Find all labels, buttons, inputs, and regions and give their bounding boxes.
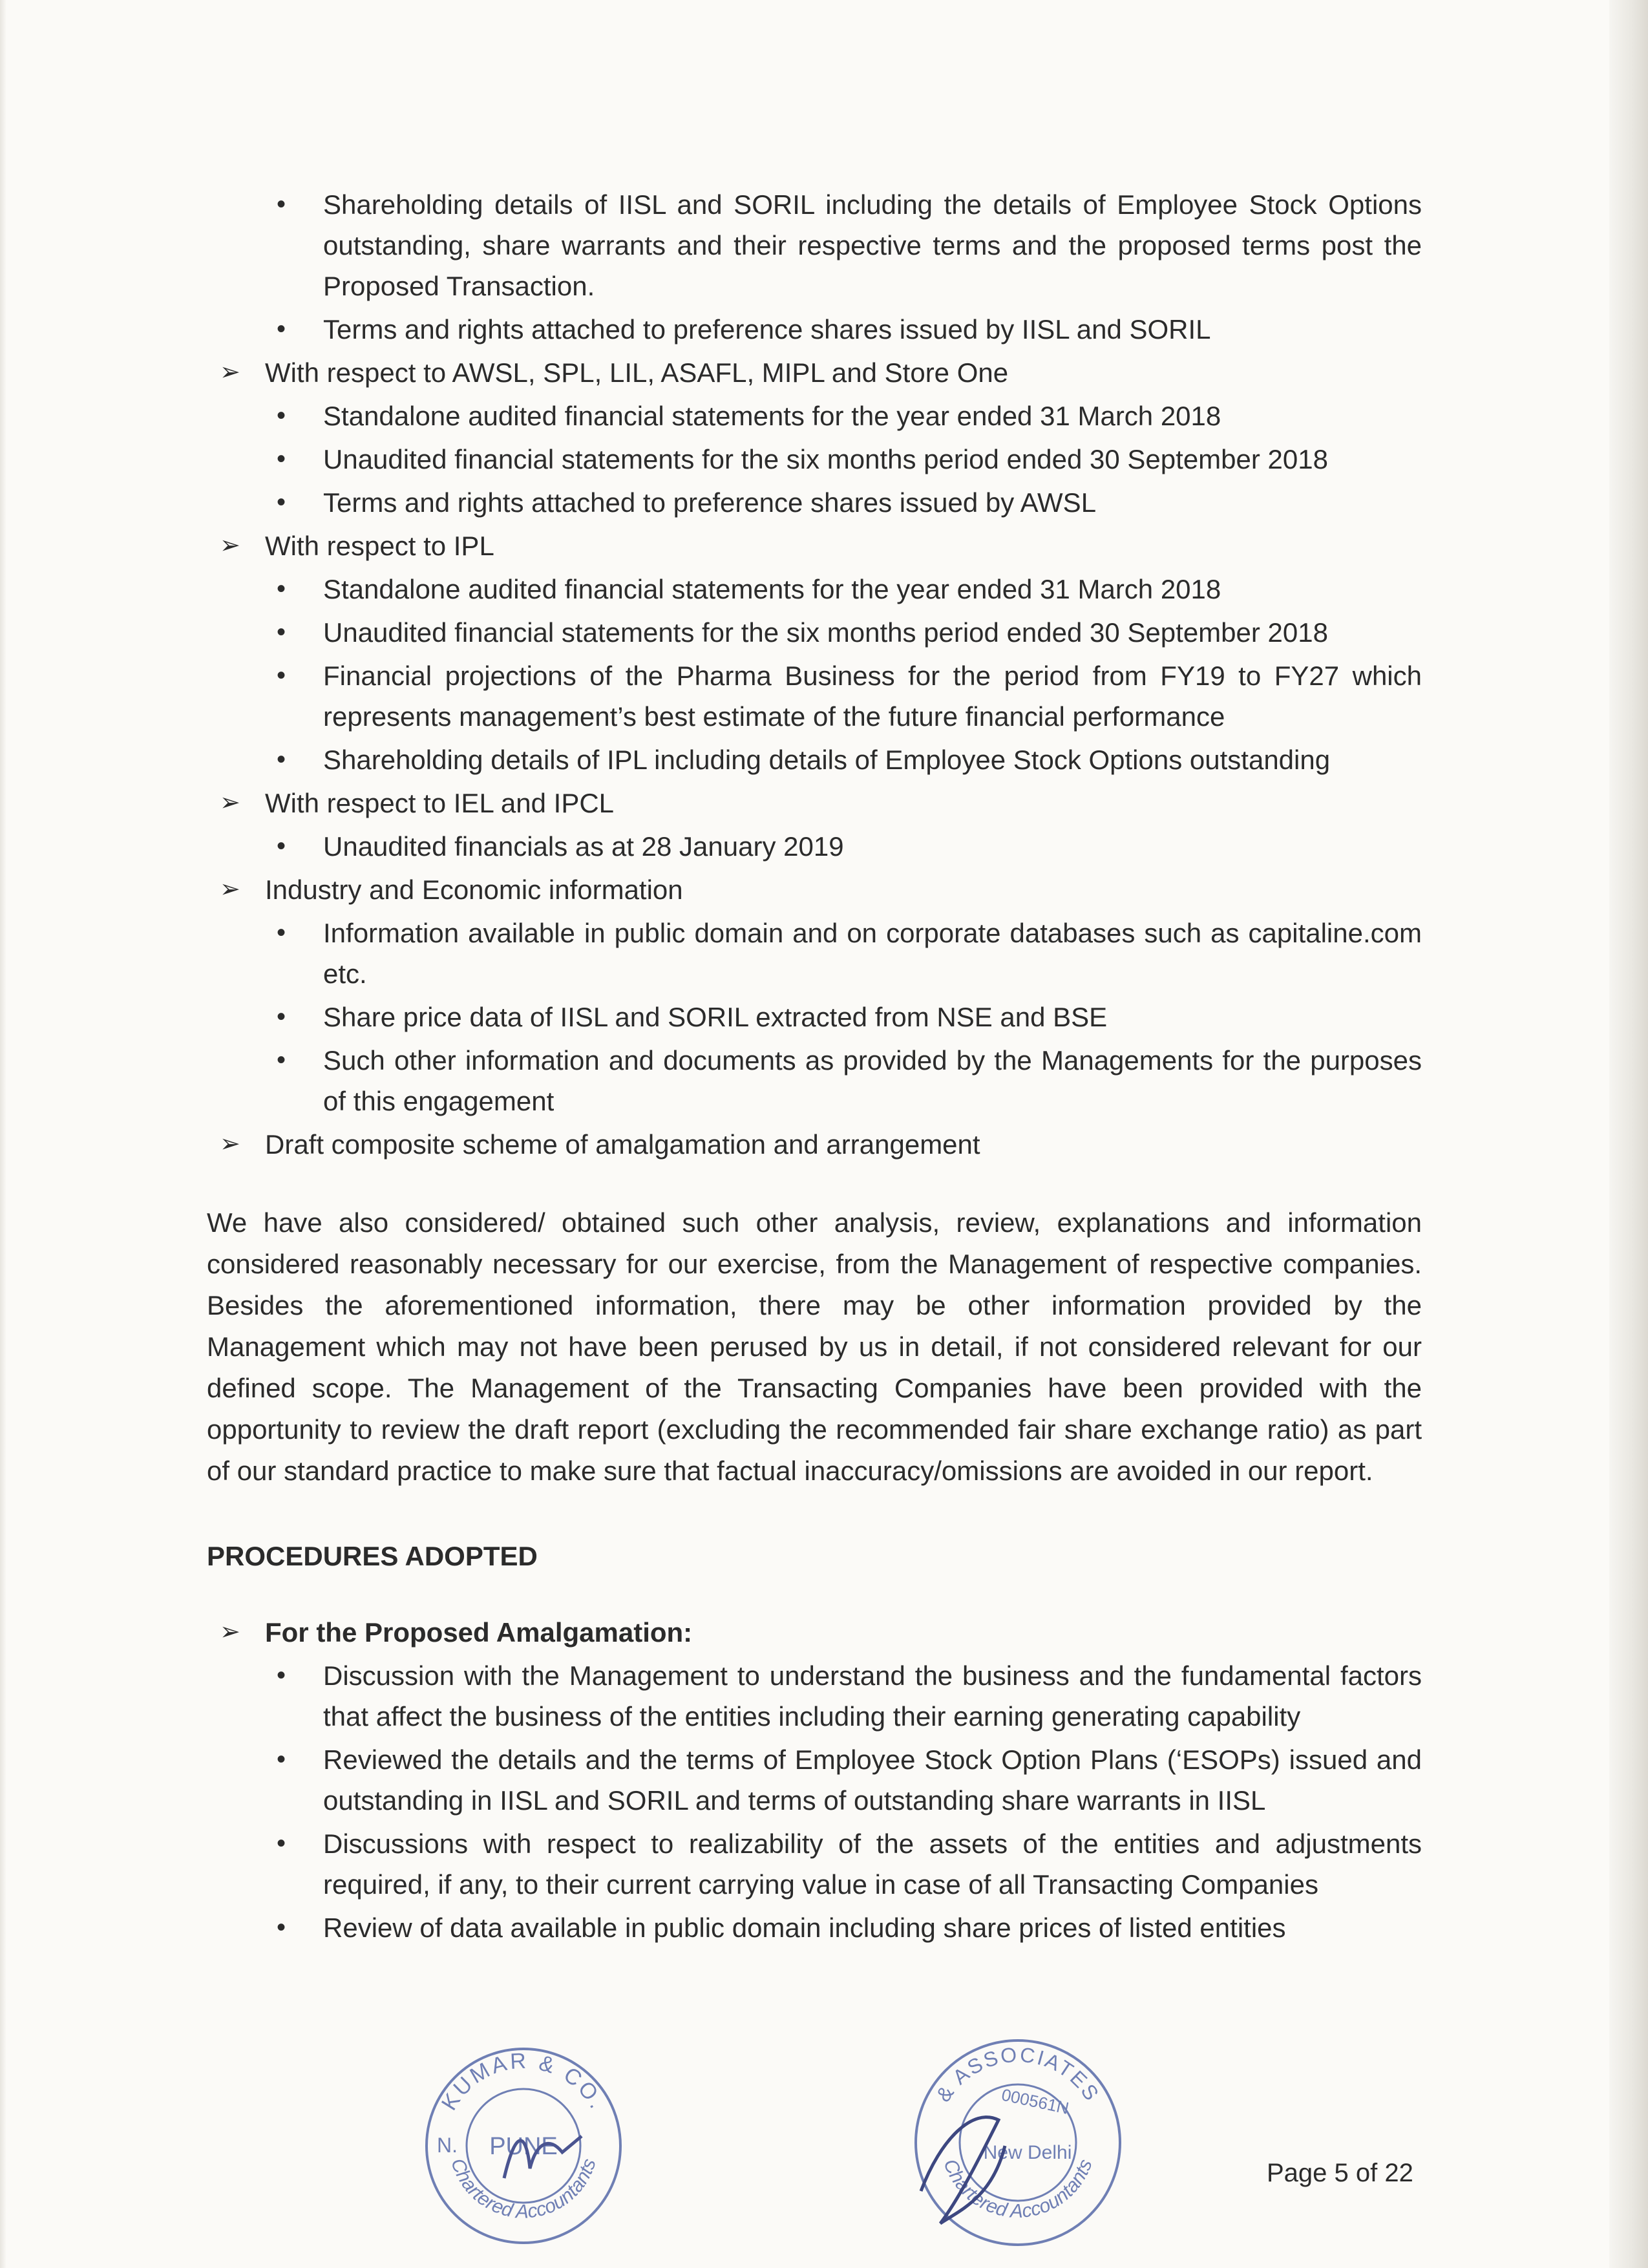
svg-text:KUMAR & CO. xyxy=(437,2048,611,2114)
svg-text:Chartered Accountants xyxy=(447,2156,600,2222)
list-item-text: Unaudited financials as at 28 January 2019 xyxy=(323,831,844,862)
seal-right-top-text: & ASSOCIATES xyxy=(931,2042,1104,2106)
seal-right-reg-text: 000561N xyxy=(1000,2084,1071,2118)
list-item xyxy=(207,1739,1422,1821)
arrow-bullet-icon: ➢ xyxy=(220,876,240,903)
group-label xyxy=(207,1612,1422,1653)
seal-right-center-text: New Delhi xyxy=(983,2142,1072,2163)
group-label-text: With respect to IEL and IPCL xyxy=(265,788,615,818)
list-item-text: Unaudited financial statements for the six months period ended 30 September 2018 xyxy=(323,444,1328,474)
arrow-bullet-icon: ➢ xyxy=(220,1130,240,1158)
group-label-text: Draft composite scheme of amalgamation and arrangement xyxy=(265,1129,980,1160)
list-item xyxy=(207,826,1422,867)
list-item xyxy=(207,1655,1422,1737)
group-label-text: With respect to AWSL, SPL, LIL, ASAFL, MIPL and Store One xyxy=(265,357,1009,388)
group-label-text: For the Proposed Amalgamation: xyxy=(265,1617,693,1648)
firm-seal-right xyxy=(902,2030,1134,2249)
list-item-text: Such other information and documents as provided by the Managements for the purposes of this engagement xyxy=(323,1045,1422,1116)
document-body xyxy=(207,184,1422,1951)
list-item-text: Terms and rights attached to preference shares issued by AWSL xyxy=(323,487,1097,518)
list-item xyxy=(207,1907,1422,1948)
list-item xyxy=(207,913,1422,994)
arrow-bullet-icon: ➢ xyxy=(220,789,240,816)
seal-left-side-text: N. xyxy=(437,2134,458,2157)
list-item xyxy=(207,1823,1422,1905)
bullet-icon: • xyxy=(277,1913,286,1942)
group-label xyxy=(207,525,1422,566)
bullet-icon: • xyxy=(277,445,286,473)
body-paragraph: We have also considered/ obtained such other analysis, review, explanations and information considered reasonably necessary for our exercise, from the Management of respective companies. Besides the aforementioned information, there may be other information provided by the Management which may not have been perused by us in detail, if not considered relevant for our defined scope. The Management of the Transacting Companies have been provided with the opportunity to review the draft report (excluding the recommended fair share exchange ratio) as part of our standard practice to make sure that factual inaccuracy/omissions are avoided in our report. xyxy=(207,1207,1422,1486)
bullet-icon: • xyxy=(277,401,286,430)
list-item xyxy=(207,482,1422,523)
arrow-bullet-icon: ➢ xyxy=(220,359,240,386)
bullet-icon: • xyxy=(277,618,286,646)
bullet-icon: • xyxy=(277,1661,286,1690)
list-item xyxy=(207,655,1422,737)
seal-right-bottom-text: Chartered Accountants xyxy=(939,2156,1097,2222)
bullet-icon: • xyxy=(277,1002,286,1031)
list-item-text: Standalone audited financial statements for the year ended 31 March 2018 xyxy=(323,401,1221,431)
bullet-icon: • xyxy=(277,1046,286,1074)
seal-left-bottom-text: Chartered Accountants xyxy=(447,2156,600,2223)
bullet-icon: • xyxy=(277,315,286,343)
seal-left-center-text: PUNE xyxy=(489,2133,558,2160)
group-label-text: Industry and Economic information xyxy=(265,874,683,905)
list-item-text: Discussions with respect to realizability of the assets of the entities and adjustments required, if any, to their current carrying value in case of all Transacting Companies xyxy=(323,1828,1422,1900)
list-item xyxy=(207,739,1422,780)
list-item xyxy=(207,1040,1422,1121)
list-item xyxy=(207,612,1422,653)
group-label xyxy=(207,869,1422,910)
list-item-text: Terms and rights attached to preference shares issued by IISL and SORIL xyxy=(323,314,1211,344)
arrow-bullet-icon: ➢ xyxy=(220,1618,240,1646)
list-item xyxy=(207,569,1422,609)
firm-seal-left xyxy=(414,2039,633,2246)
list-item-text: Shareholding details of IPL including details of Employee Stock Options outstanding xyxy=(323,745,1331,775)
group-label xyxy=(207,1124,1422,1165)
list-item-text: Shareholding details of IISL and SORIL including the details of Employee Stock Options outstanding, share warrants and their respective terms and the proposed terms post the Proposed Transaction. xyxy=(323,189,1422,301)
list-item-text: Share price data of IISL and SORIL extracted from NSE and BSE xyxy=(323,1002,1108,1032)
list-item-text: Discussion with the Management to understand the business and the fundamental factors that affect the business of the entities including their earning generating capability xyxy=(323,1660,1422,1732)
bullet-icon: • xyxy=(277,918,286,947)
list-item xyxy=(207,309,1422,350)
list-item-text: Financial projections of the Pharma Business for the period from FY19 to FY27 which represents management’s best estimate of the future financial performance xyxy=(323,661,1422,732)
section-heading: PROCEDURES ADOPTED xyxy=(207,1541,538,1571)
seal-stamp-icon xyxy=(902,2030,1134,2249)
bullet-icon: • xyxy=(277,1829,286,1858)
page-number: Page 5 of 22 xyxy=(1267,2159,1413,2187)
bullet-icon: • xyxy=(277,832,286,860)
bullet-icon: • xyxy=(277,661,286,690)
list-item-text: Unaudited financial statements for the six months period ended 30 September 2018 xyxy=(323,617,1328,648)
group-label xyxy=(207,783,1422,823)
list-item-text: Reviewed the details and the terms of Employee Stock Option Plans (‘ESOPs) issued and outstanding in IISL and SORIL and terms of outstanding share warrants in IISL xyxy=(323,1744,1422,1816)
list-item xyxy=(207,439,1422,480)
seal-stamp-icon xyxy=(414,2039,633,2246)
list-item xyxy=(207,997,1422,1037)
arrow-bullet-icon: ➢ xyxy=(220,532,240,559)
page-edge-right xyxy=(1609,0,1648,2268)
bullet-icon: • xyxy=(277,1745,286,1774)
page-edge-left xyxy=(0,0,6,2268)
group-label xyxy=(207,352,1422,393)
list-item-text: Review of data available in public domain including share prices of listed entities xyxy=(323,1913,1286,1943)
seal-left-top-text: KUMAR & CO. xyxy=(436,2048,611,2115)
list-item xyxy=(207,396,1422,436)
group-label-text: With respect to IPL xyxy=(265,531,494,561)
bullet-icon: • xyxy=(277,488,286,516)
bullet-icon: • xyxy=(277,575,286,603)
list-item-text: Information available in public domain and on corporate databases such as capitaline.com etc. xyxy=(323,918,1422,989)
bullet-icon: • xyxy=(277,745,286,774)
bullet-icon: • xyxy=(277,190,286,218)
list-item-text: Standalone audited financial statements for the year ended 31 March 2018 xyxy=(323,574,1221,604)
list-item xyxy=(207,184,1422,306)
